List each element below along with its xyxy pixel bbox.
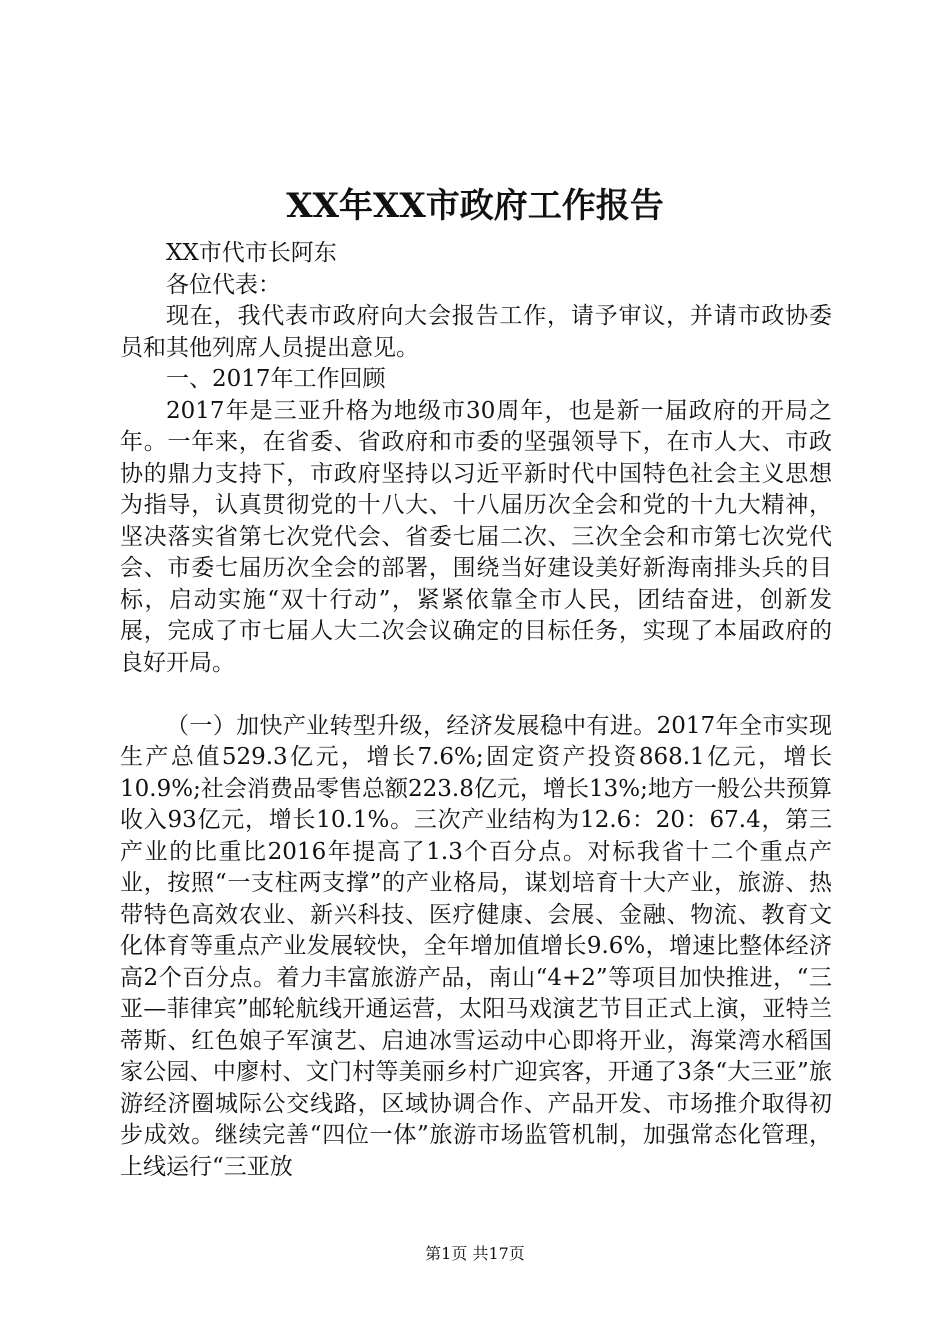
- opening-paragraph: 现在，我代表市政府向大会报告工作，请予审议，并请市政协委员和其他列席人员提出意见。: [120, 303, 832, 361]
- author-line: XX市代市长阿东: [166, 240, 337, 266]
- economy-paragraph: （一）加快产业转型升级，经济发展稳中有进。2017年全市实现生产总值529.3亿元，增长7.6%;固定资产投资868.1亿元，增长10.9%;社会消费品零售总额223.8亿元，增长13%;地方一般公共预算收入93亿元，增长10.1%。三次产业结构为12.6：20：67.4，第三产业的比重比2016年提高了1.3个百分点。对标我省十二个重点产业，按照“一支柱两支撑”的产业格局，谋划培育十大产业，旅游、热带特色高效农业、新兴科技、医疗健康、会展、金融、物流、教育文化体育等重点产业发展较快，全年增加值增长9.6%，增速比整体经济高2个百分点。着力丰富旅游产品，南山“4+2”等项目加快推进，“三亚—菲律宾”邮轮航线开通运营，太阳马戏演艺节目正式上演，亚特兰蒂斯、红色娘子军演艺、启迪冰雪运动中心即将开业，海棠湾水稻国家公园、中廖村、文门村等美丽乡村广迎宾客，开通了3条“大三亚”旅游经济圈城际公交线路，区域协调合作、产品开发、市场推介取得初步成效。继续完善“四位一体”旅游市场监管机制，加强常态化管理，上线运行“三亚放: [120, 712, 832, 1180]
- review-paragraph: 2017年是三亚升格为地级市30周年，也是新一届政府的开局之年。一年来，在省委、省政府和市委的坚强领导下，在市人大、市政协的鼎力支持下，市政府坚持以习近平新时代中国特色社会主义思想为指导，认真贯彻党的十八大、十八届历次全会和党的十九大精神，坚决落实省第七次党代会、省委七届二次、三次全会和市第七次党代会、市委七届历次全会的部署，围绕当好建设美好新海南排头兵的目标，启动实施“双十行动”，紧紧依靠全市人民，团结奋进，创新发展，完成了市七届人大二次会议确定的目标任务，实现了本届政府的良好开局。: [120, 397, 832, 676]
- document-title: XX年XX市政府工作报告: [286, 186, 664, 226]
- page-number: 第1页 共17页: [425, 1244, 525, 1263]
- section-heading: 一、2017年工作回顾: [166, 366, 386, 392]
- salutation: 各位代表：: [166, 271, 281, 298]
- document-body: [120, 238, 832, 1183]
